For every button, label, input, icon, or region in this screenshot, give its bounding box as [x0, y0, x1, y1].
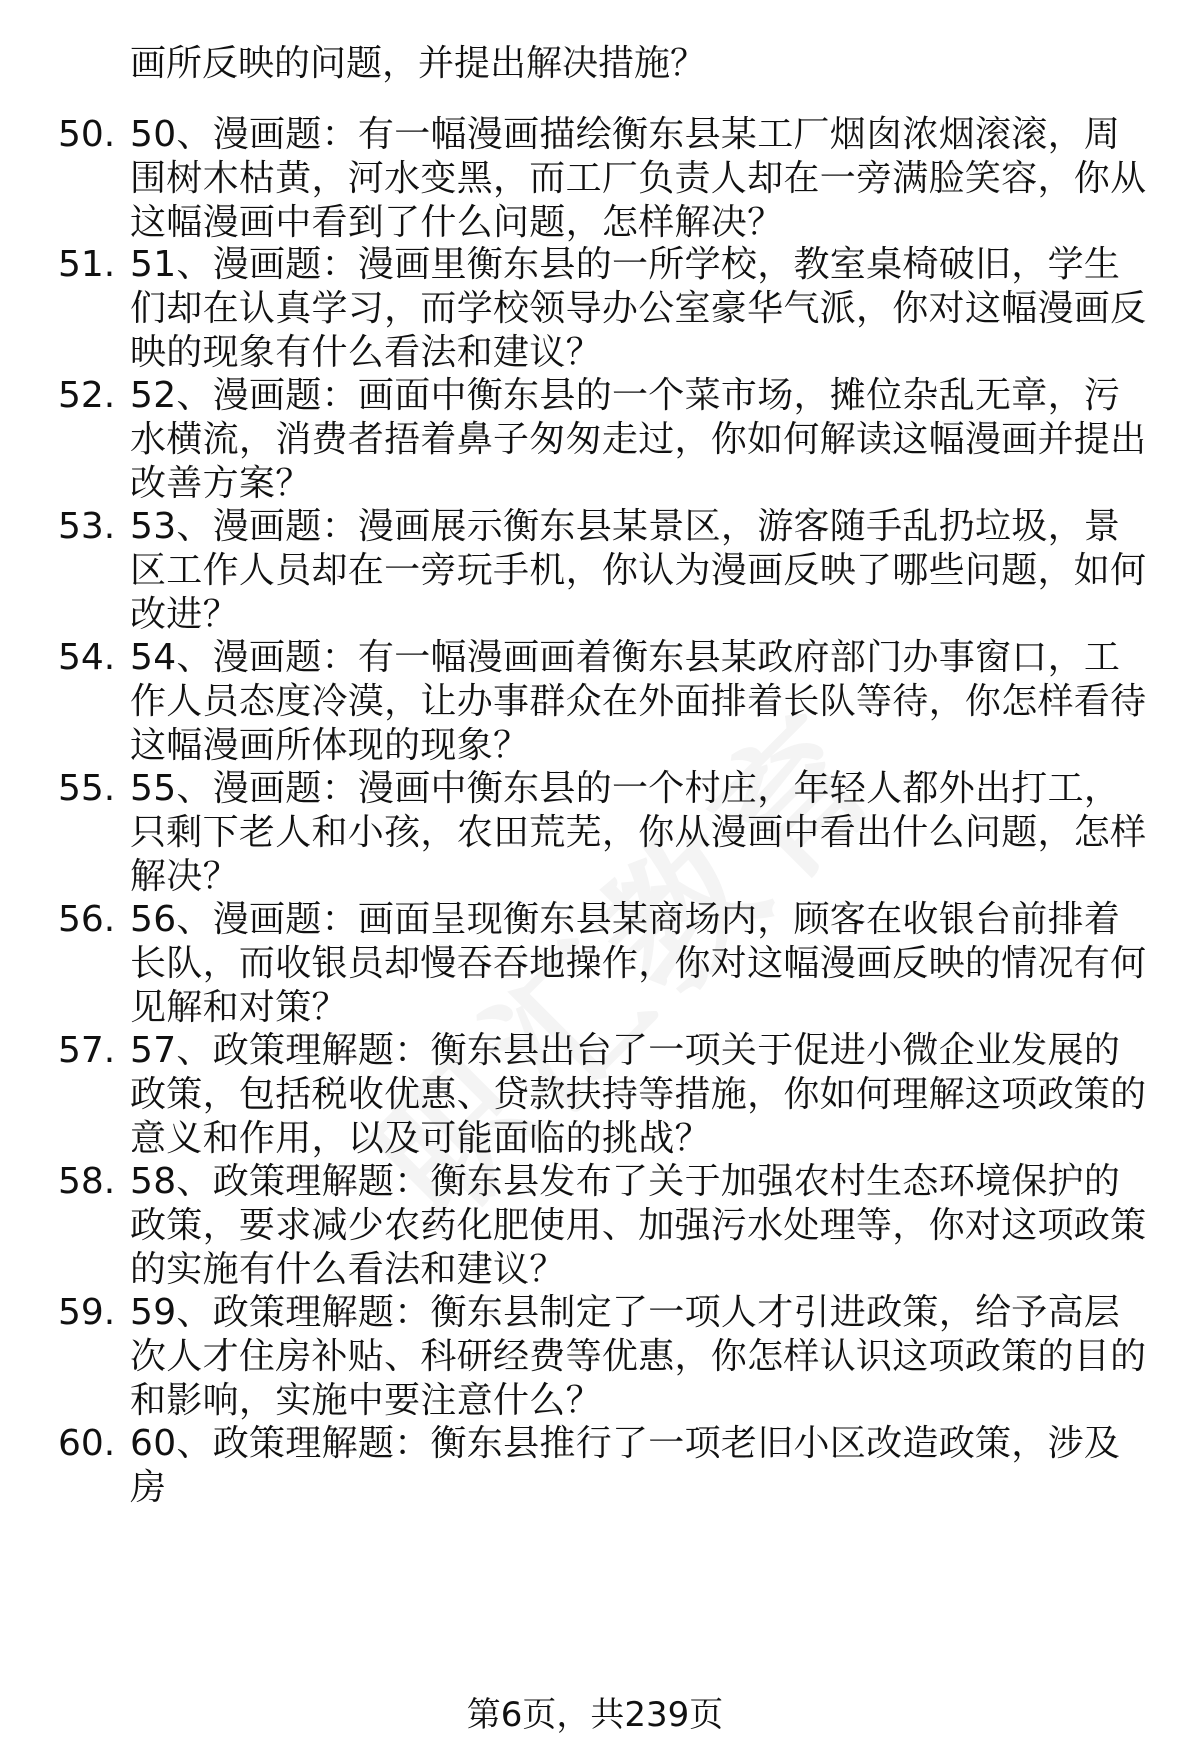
item-text: 59、政策理解题：衡东县制定了一项人才引进政策，给予高层次人才住房补贴、科研经费等优惠，你怎样认识这项政策的目的和影响，实施中要注意什么？ — [130, 1292, 1147, 1421]
item-text: 56、漫画题：画面呈现衡东县某商场内，顾客在收银台前排着长队，而收银员却慢吞吞地操作，你对这幅漫画反映的情况有何见解和对策？ — [130, 899, 1147, 1028]
item-number: 51. — [58, 244, 116, 285]
continuation-text: 画所反映的问题，并提出解决措施？ — [130, 43, 707, 84]
item-number: 60. — [58, 1423, 116, 1464]
item-number: 57. — [58, 1030, 116, 1071]
item-number: 55. — [58, 768, 116, 809]
item-text: 51、漫画题：漫画里衡东县的一所学校，教室桌椅破旧，学生们却在认真学习，而学校领导办公室豪华气派，你对这幅漫画反映的现象有什么看法和建议？ — [130, 244, 1147, 373]
item-number: 56. — [58, 899, 116, 940]
page-footer: 第6页，共239页 — [466, 1695, 724, 1735]
item-text: 55、漫画题：漫画中衡东县的一个村庄，年轻人都外出打工，只剩下老人和小孩，农田荒芜，你从漫画中看出什么问题，怎样解决？ — [130, 768, 1147, 897]
item-number: 52. — [58, 375, 116, 416]
item-text: 54、漫画题：有一幅漫画画着衡东县某政府部门办事窗口，工作人员态度冷漠，让办事群众在外面排着长队等待，你怎样看待这幅漫画所体现的现象？ — [130, 637, 1147, 766]
item-text: 57、政策理解题：衡东县出台了一项关于促进小微企业发展的政策，包括税收优惠、贷款扶持等措施，你如何理解这项政策的意义和作用，以及可能面临的挑战？ — [130, 1030, 1147, 1159]
item-number: 50. — [58, 114, 116, 155]
item-text: 53、漫画题：漫画展示衡东县某景区，游客随手乱扔垃圾，景区工作人员却在一旁玩手机，你认为漫画反映了哪些问题，如何改进？ — [130, 506, 1147, 635]
item-text: 58、政策理解题：衡东县发布了关于加强农村生态环境保护的政策，要求减少农药化肥使用、加强污水处理等，你对这项政策的实施有什么看法和建议？ — [130, 1161, 1147, 1290]
item-number: 58. — [58, 1161, 116, 1202]
item-text: 60、政策理解题：衡东县推行了一项老旧小区改造政策，涉及房 — [130, 1423, 1121, 1508]
item-number: 53. — [58, 506, 116, 547]
item-text: 52、漫画题：画面中衡东县的一个菜市场，摊位杂乱无章，污水横流，消费者捂着鼻子匆匆走过，你如何解读这幅漫画并提出改善方案？ — [130, 375, 1147, 504]
item-number: 59. — [58, 1292, 116, 1333]
item-number: 54. — [58, 637, 116, 678]
item-text: 50、漫画题：有一幅漫画描绘衡东县某工厂烟囱浓烟滚滚，周围树木枯黄，河水变黑，而工厂负责人却在一旁满脸笑容，你从这幅漫画中看到了什么问题，怎样解决？ — [130, 114, 1147, 243]
